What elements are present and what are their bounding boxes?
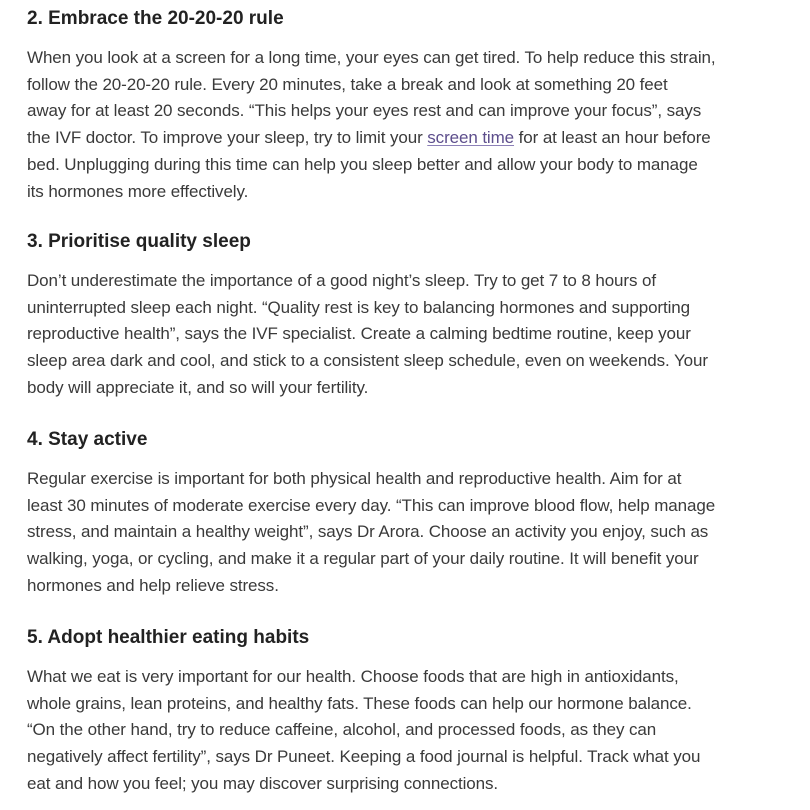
section-quality-sleep: [27, 229, 810, 402]
paragraph-line: reproductive health”, says the IVF specialist. Create a calming bedtime routine, keep your: [27, 324, 691, 344]
paragraph-line: sleep area dark and cool, and stick to a consistent sleep schedule, even on weekends. Your: [27, 351, 708, 371]
section-healthier-eating: [27, 625, 810, 798]
section-stay-active: [27, 427, 810, 600]
section-20-20-20-rule: [27, 6, 810, 205]
section-heading: 4. Stay active: [27, 429, 148, 450]
paragraph-line: hormones and help relieve stress.: [27, 575, 279, 595]
paragraph-line: bed. Unplugging during this time can help you sleep better and allow your body to manage: [27, 154, 698, 174]
paragraph-line: walking, yoga, or cycling, and make it a regular part of your daily routine. It will benefit your: [27, 549, 699, 569]
line-text-before-link: the IVF doctor. To improve your sleep, try to limit your: [27, 128, 428, 148]
paragraph-line: whole grains, lean proteins, and healthy fats. These foods can help our hormone balance.: [27, 693, 692, 713]
paragraph-line: follow the 20-20-20 rule. Every 20 minutes, take a break and look at something 20 feet: [27, 74, 668, 94]
paragraph-line: its hormones more effectively.: [27, 181, 249, 201]
section-paragraph: [27, 268, 810, 402]
paragraph-line: When you look at a screen for a long time, your eyes can get tired. To help reduce this strain,: [27, 48, 716, 67]
paragraph-line: body will appreciate it, and so will your fertility.: [27, 377, 369, 397]
line-text-after-link: for at least an hour before: [514, 128, 711, 148]
paragraph-line: least 30 minutes of moderate exercise every day. “This can improve blood flow, help manage: [27, 495, 716, 515]
section-heading: 5. Adopt healthier eating habits: [27, 627, 310, 648]
section-paragraph: [27, 45, 810, 205]
paragraph-line-with-link: [27, 125, 810, 152]
paragraph-line: stress, and maintain a healthy weight”, says Dr Arora. Choose an activity you enjoy, such as: [27, 522, 709, 542]
paragraph-line: What we eat is very important for our health. Choose foods that are high in antioxidants,: [27, 667, 679, 686]
screen-time-link[interactable]: screen time: [427, 128, 515, 148]
paragraph-line: “On the other hand, try to reduce caffeine, alcohol, and processed foods, as they can: [27, 720, 657, 740]
section-paragraph: [27, 466, 810, 600]
paragraph-line: eat and how you feel; you may discover surprising connections.: [27, 773, 499, 793]
paragraph-line: negatively affect fertility”, says Dr Puneet. Keeping a food journal is helpful. Track what you: [27, 747, 701, 767]
section-paragraph: [27, 664, 810, 798]
section-heading: 2. Embrace the 20-20-20 rule: [27, 8, 284, 29]
paragraph-line: away for at least 20 seconds. “This helps your eyes rest and can improve your focus”, says: [27, 101, 702, 121]
paragraph-line: Regular exercise is important for both physical health and reproductive health. Aim for at: [27, 469, 682, 488]
section-heading: 3. Prioritise quality sleep: [27, 231, 251, 252]
paragraph-line: uninterrupted sleep each night. “Quality rest is key to balancing hormones and supporting: [27, 297, 690, 317]
paragraph-line: Don’t underestimate the importance of a good night’s sleep. Try to get 7 to 8 hours of: [27, 271, 656, 290]
